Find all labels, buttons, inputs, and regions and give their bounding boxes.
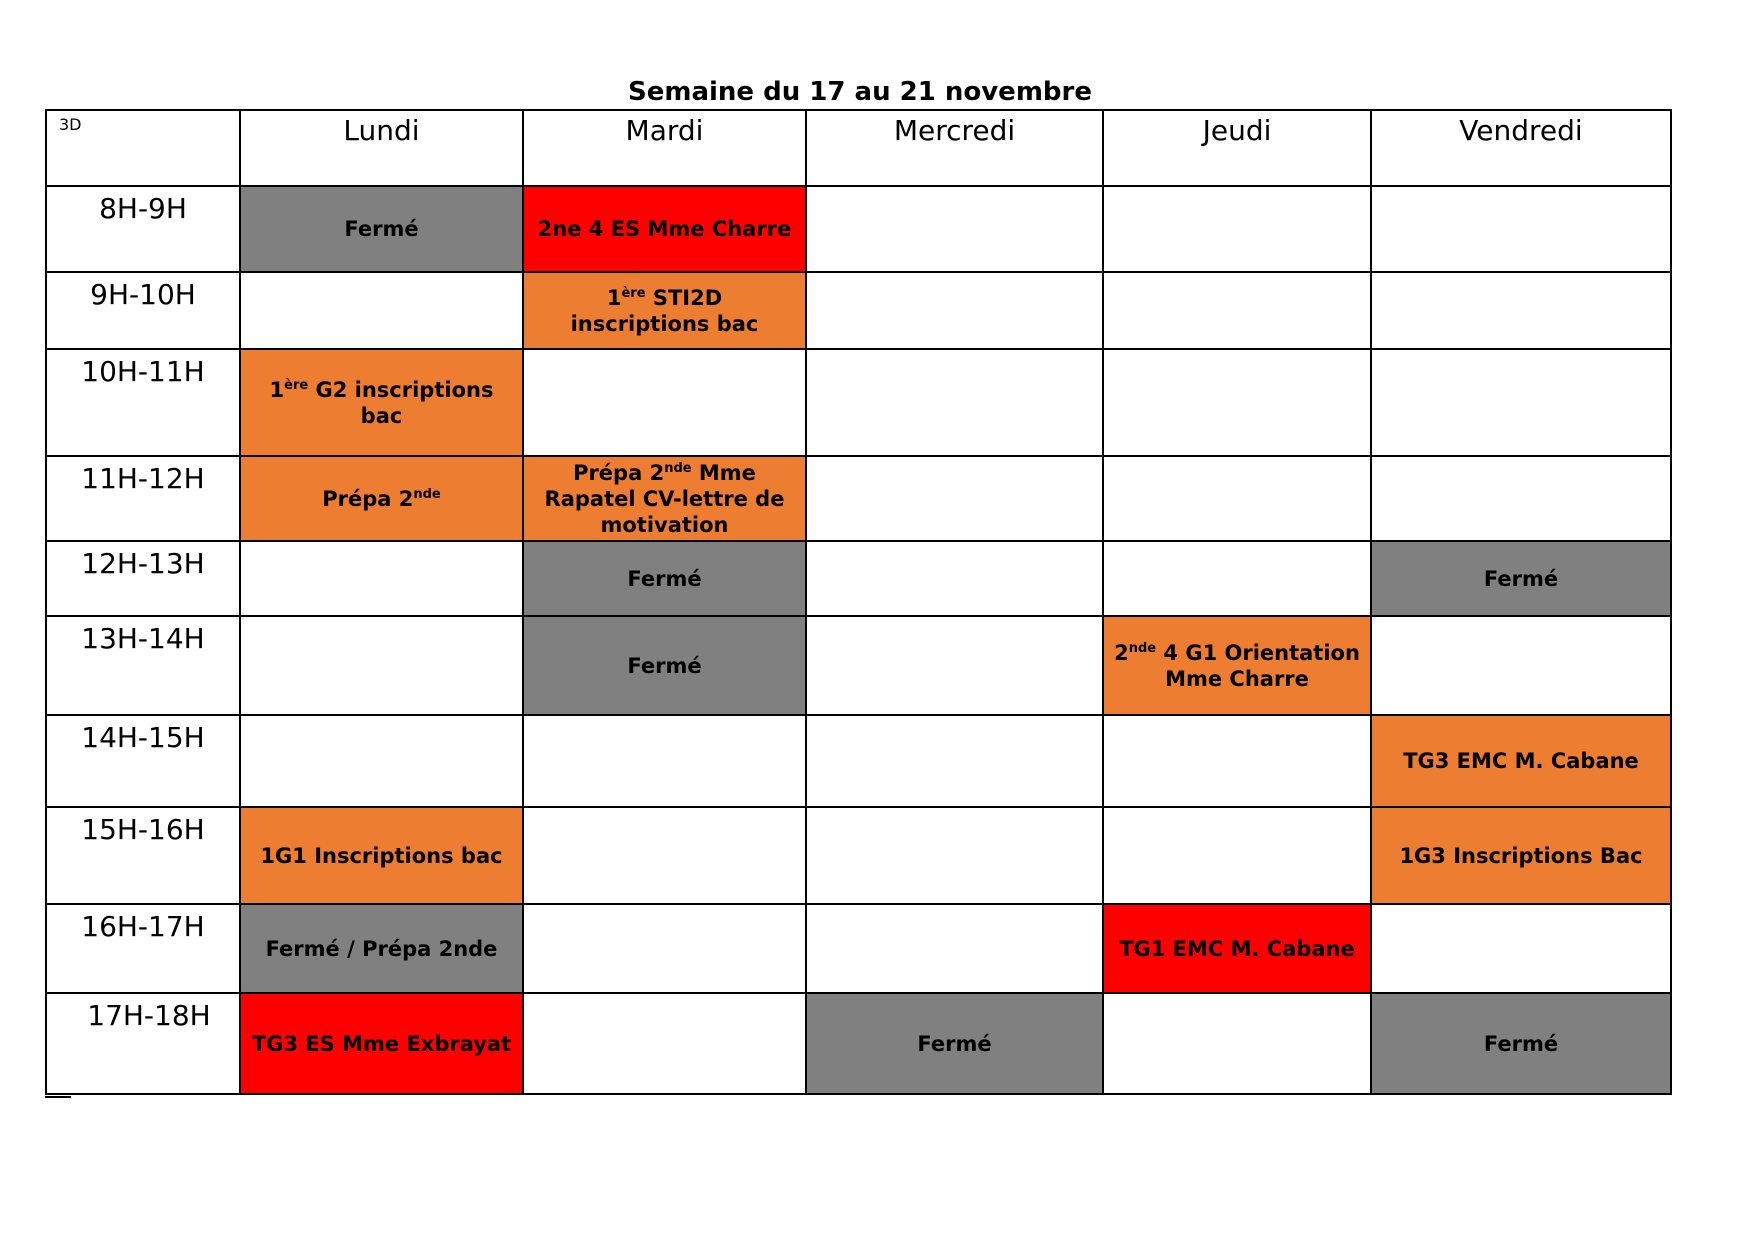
slot-empty — [806, 541, 1103, 616]
slot-closed: Fermé — [523, 541, 806, 616]
time-row-14h — [46, 715, 1671, 807]
slot-empty — [806, 715, 1103, 807]
time-row-16h — [46, 904, 1671, 993]
slot-closed: Fermé — [240, 186, 523, 272]
slot-event: 1G1 Inscriptions bac — [240, 807, 523, 904]
slot-empty — [523, 807, 806, 904]
time-row-10h — [46, 349, 1671, 456]
day-header-mercredi: Mercredi — [806, 110, 1103, 186]
slot-empty — [523, 349, 806, 456]
time-slot-label: 17H-18H — [46, 993, 240, 1094]
slot-empty — [1103, 993, 1371, 1094]
slot-empty — [523, 715, 806, 807]
slot-empty — [1103, 715, 1371, 807]
slot-event: TG1 EMC M. Cabane — [1103, 904, 1371, 993]
slot-empty — [1103, 272, 1371, 349]
time-slot-label: 12H-13H — [46, 541, 240, 616]
time-slot-label: 16H-17H — [46, 904, 240, 993]
slot-empty — [240, 272, 523, 349]
slot-closed: Fermé — [1371, 993, 1671, 1094]
slot-empty — [240, 616, 523, 715]
slot-event: TG3 EMC M. Cabane — [1371, 715, 1671, 807]
slot-event: Prépa 2nde — [240, 456, 523, 541]
time-row-12h — [46, 541, 1671, 616]
slot-closed: Fermé / Prépa 2nde — [240, 904, 523, 993]
slot-empty — [1371, 186, 1671, 272]
slot-event: 2ne 4 ES Mme Charre — [523, 186, 806, 272]
time-row-11h — [46, 456, 1671, 541]
slot-empty — [240, 715, 523, 807]
header-row — [46, 110, 1671, 186]
time-slot-label: 10H-11H — [46, 349, 240, 456]
slot-event: 2nde 4 G1 Orientation Mme Charre — [1103, 616, 1371, 715]
slot-empty — [1103, 807, 1371, 904]
slot-empty — [523, 993, 806, 1094]
slot-empty — [806, 272, 1103, 349]
slot-empty — [806, 186, 1103, 272]
slot-event: Prépa 2nde Mme Rapatel CV-lettre de motivation — [523, 456, 806, 541]
corner-cell — [46, 110, 240, 186]
slot-empty — [1103, 541, 1371, 616]
time-row-13h — [46, 616, 1671, 715]
slot-closed: Fermé — [1371, 541, 1671, 616]
slot-empty — [806, 349, 1103, 456]
slot-empty — [1103, 349, 1371, 456]
time-slot-label: 13H-14H — [46, 616, 240, 715]
time-slot-label: 14H-15H — [46, 715, 240, 807]
slot-empty — [240, 541, 523, 616]
slot-event: 1ère STI2D inscriptions bac — [523, 272, 806, 349]
slot-event: 1G3 Inscriptions Bac — [1371, 807, 1671, 904]
slot-empty — [806, 456, 1103, 541]
class-label: 3D — [59, 115, 82, 134]
slot-event: 1ère G2 inscriptions bac — [240, 349, 523, 456]
day-header-vendredi: Vendredi — [1371, 110, 1671, 186]
table-corner-tick — [45, 1096, 71, 1098]
time-row-17h — [46, 993, 1671, 1094]
slot-empty — [1371, 349, 1671, 456]
slot-empty — [806, 904, 1103, 993]
day-header-mardi: Mardi — [523, 110, 806, 186]
slot-empty — [1371, 272, 1671, 349]
time-slot-label: 15H-16H — [46, 807, 240, 904]
time-slot-label: 11H-12H — [46, 456, 240, 541]
time-slot-label: 8H-9H — [46, 186, 240, 272]
slot-closed: Fermé — [523, 616, 806, 715]
time-slot-label: 9H-10H — [46, 272, 240, 349]
weekly-schedule-table — [45, 109, 1672, 1095]
slot-empty — [1371, 904, 1671, 993]
day-header-jeudi: Jeudi — [1103, 110, 1371, 186]
slot-empty — [806, 616, 1103, 715]
slot-empty — [1103, 186, 1371, 272]
time-row-9h — [46, 272, 1671, 349]
slot-empty — [1371, 616, 1671, 715]
slot-empty — [1103, 456, 1371, 541]
schedule-title: Semaine du 17 au 21 novembre — [628, 77, 1092, 107]
day-header-lundi: Lundi — [240, 110, 523, 186]
slot-event: TG3 ES Mme Exbrayat — [240, 993, 523, 1094]
slot-empty — [806, 807, 1103, 904]
time-row-8h — [46, 186, 1671, 272]
slot-closed: Fermé — [806, 993, 1103, 1094]
slot-empty — [1371, 456, 1671, 541]
time-row-15h — [46, 807, 1671, 904]
slot-empty — [523, 904, 806, 993]
